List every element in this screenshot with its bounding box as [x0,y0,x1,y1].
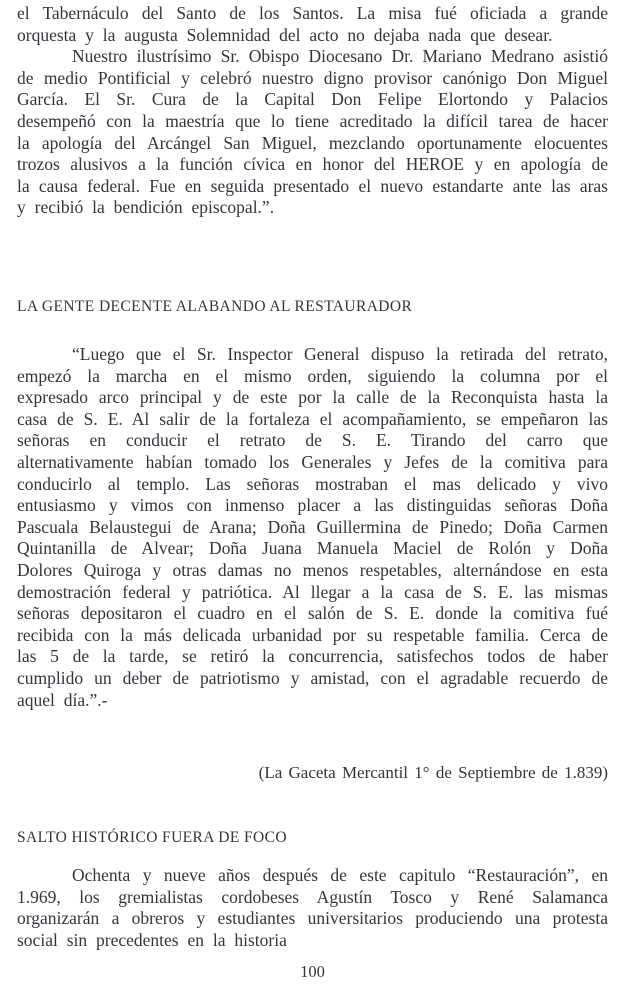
page-number: 100 [300,962,325,981]
paragraph-ochenta-anos: Ochenta y nueve años después de este capitulo “Restauración”, en 1.969, los gremialistas cordobeses Agustín Tosco y René Salamanca organizarán a obreros y estudiantes universitarios produciendo una protesta social sin precedentes en la historia [17,865,608,950]
paragraph-obispo: Nuestro ilustrísimo Sr. Obispo Diocesano Dr. Mariano Medrano asistió de medio Pontificial y celebró nuestro digno provisor canónigo Don Miguel García. El Sr. Cura de la Capital Don Felipe Elortondo y Palacios desempeñó con la maestría que lo tiene acreditado la difícil tarea de hacer la apología del Arcángel San Miguel, mezclando oportunamente elocuentes trozos alusivos a la función cívica en honor del HEROE y en apología de la causa federal. Fue en seguida presentado el nuevo estandarte ante las aras y recibió la bendición episcopal.”. [17,46,608,218]
source-citation: (La Gaceta Mercantil 1° de Septiembre de 1.839) [258,763,608,782]
paragraph-continuation: el Tabernáculo del Santo de los Santos. La misa fué oficiada a grande orquesta y la augusta Solemnidad del acto no dejaba nada que desear. [17,3,608,45]
closing-text-block [17,865,608,951]
section-heading-block [17,296,608,318]
citation-block [17,762,608,784]
opening-text-block [17,3,608,219]
paragraph-gaceta-quote: “Luego que el Sr. Inspector General dispuso la retirada del retrato, empezó la marcha en el mismo orden, siguiendo la columna por el expresado arco principal y de este por la calle de la Reconquista hasta la casa de S. E. Al salir de la fortaleza el acompañamiento, se empeñaron las señoras en conducir el retrato de S. E. Tirando del carro que alternativamente habían tomado los Generales y Jefes de la comitiva para conducirlo al templo. Las señoras mostraban el mas delicado y vivo entusiasmo y vimos con inmenso placer a las distinguidas señoras Doña Pascuala Belaustegui de Arana; Doña Guillermina de Pinedo; Doña Carmen Quintanilla de Alvear; Doña Juana Manuela Maciel de Rolón y Doña Dolores Quiroga y otras damas no menos respetables, alternándose en esta demostración federal y patriótica. Al llegar a la casa de S. E. las mismas señoras depositaron el cuadro en el salón de S. E. donde la comitiva fué recibida con la más delicada urbanidad por su respetable familia. Cerca de las 5 de la tarde, se retiró la concurrencia, satisfechos todos de haber cumplido un deber de patriotismo y amistad, con el agradable recuerdo de aquel día.”.- [17,344,608,710]
section-heading-la-gente-decente: LA GENTE DECENTE ALABANDO AL RESTAURADOR [17,298,413,315]
quote-text-block [17,344,608,711]
section-heading-salto-historico: SALTO HISTÓRICO FUERA DE FOCO [17,829,287,846]
page-footer [17,961,608,983]
section-heading-block [17,827,608,849]
